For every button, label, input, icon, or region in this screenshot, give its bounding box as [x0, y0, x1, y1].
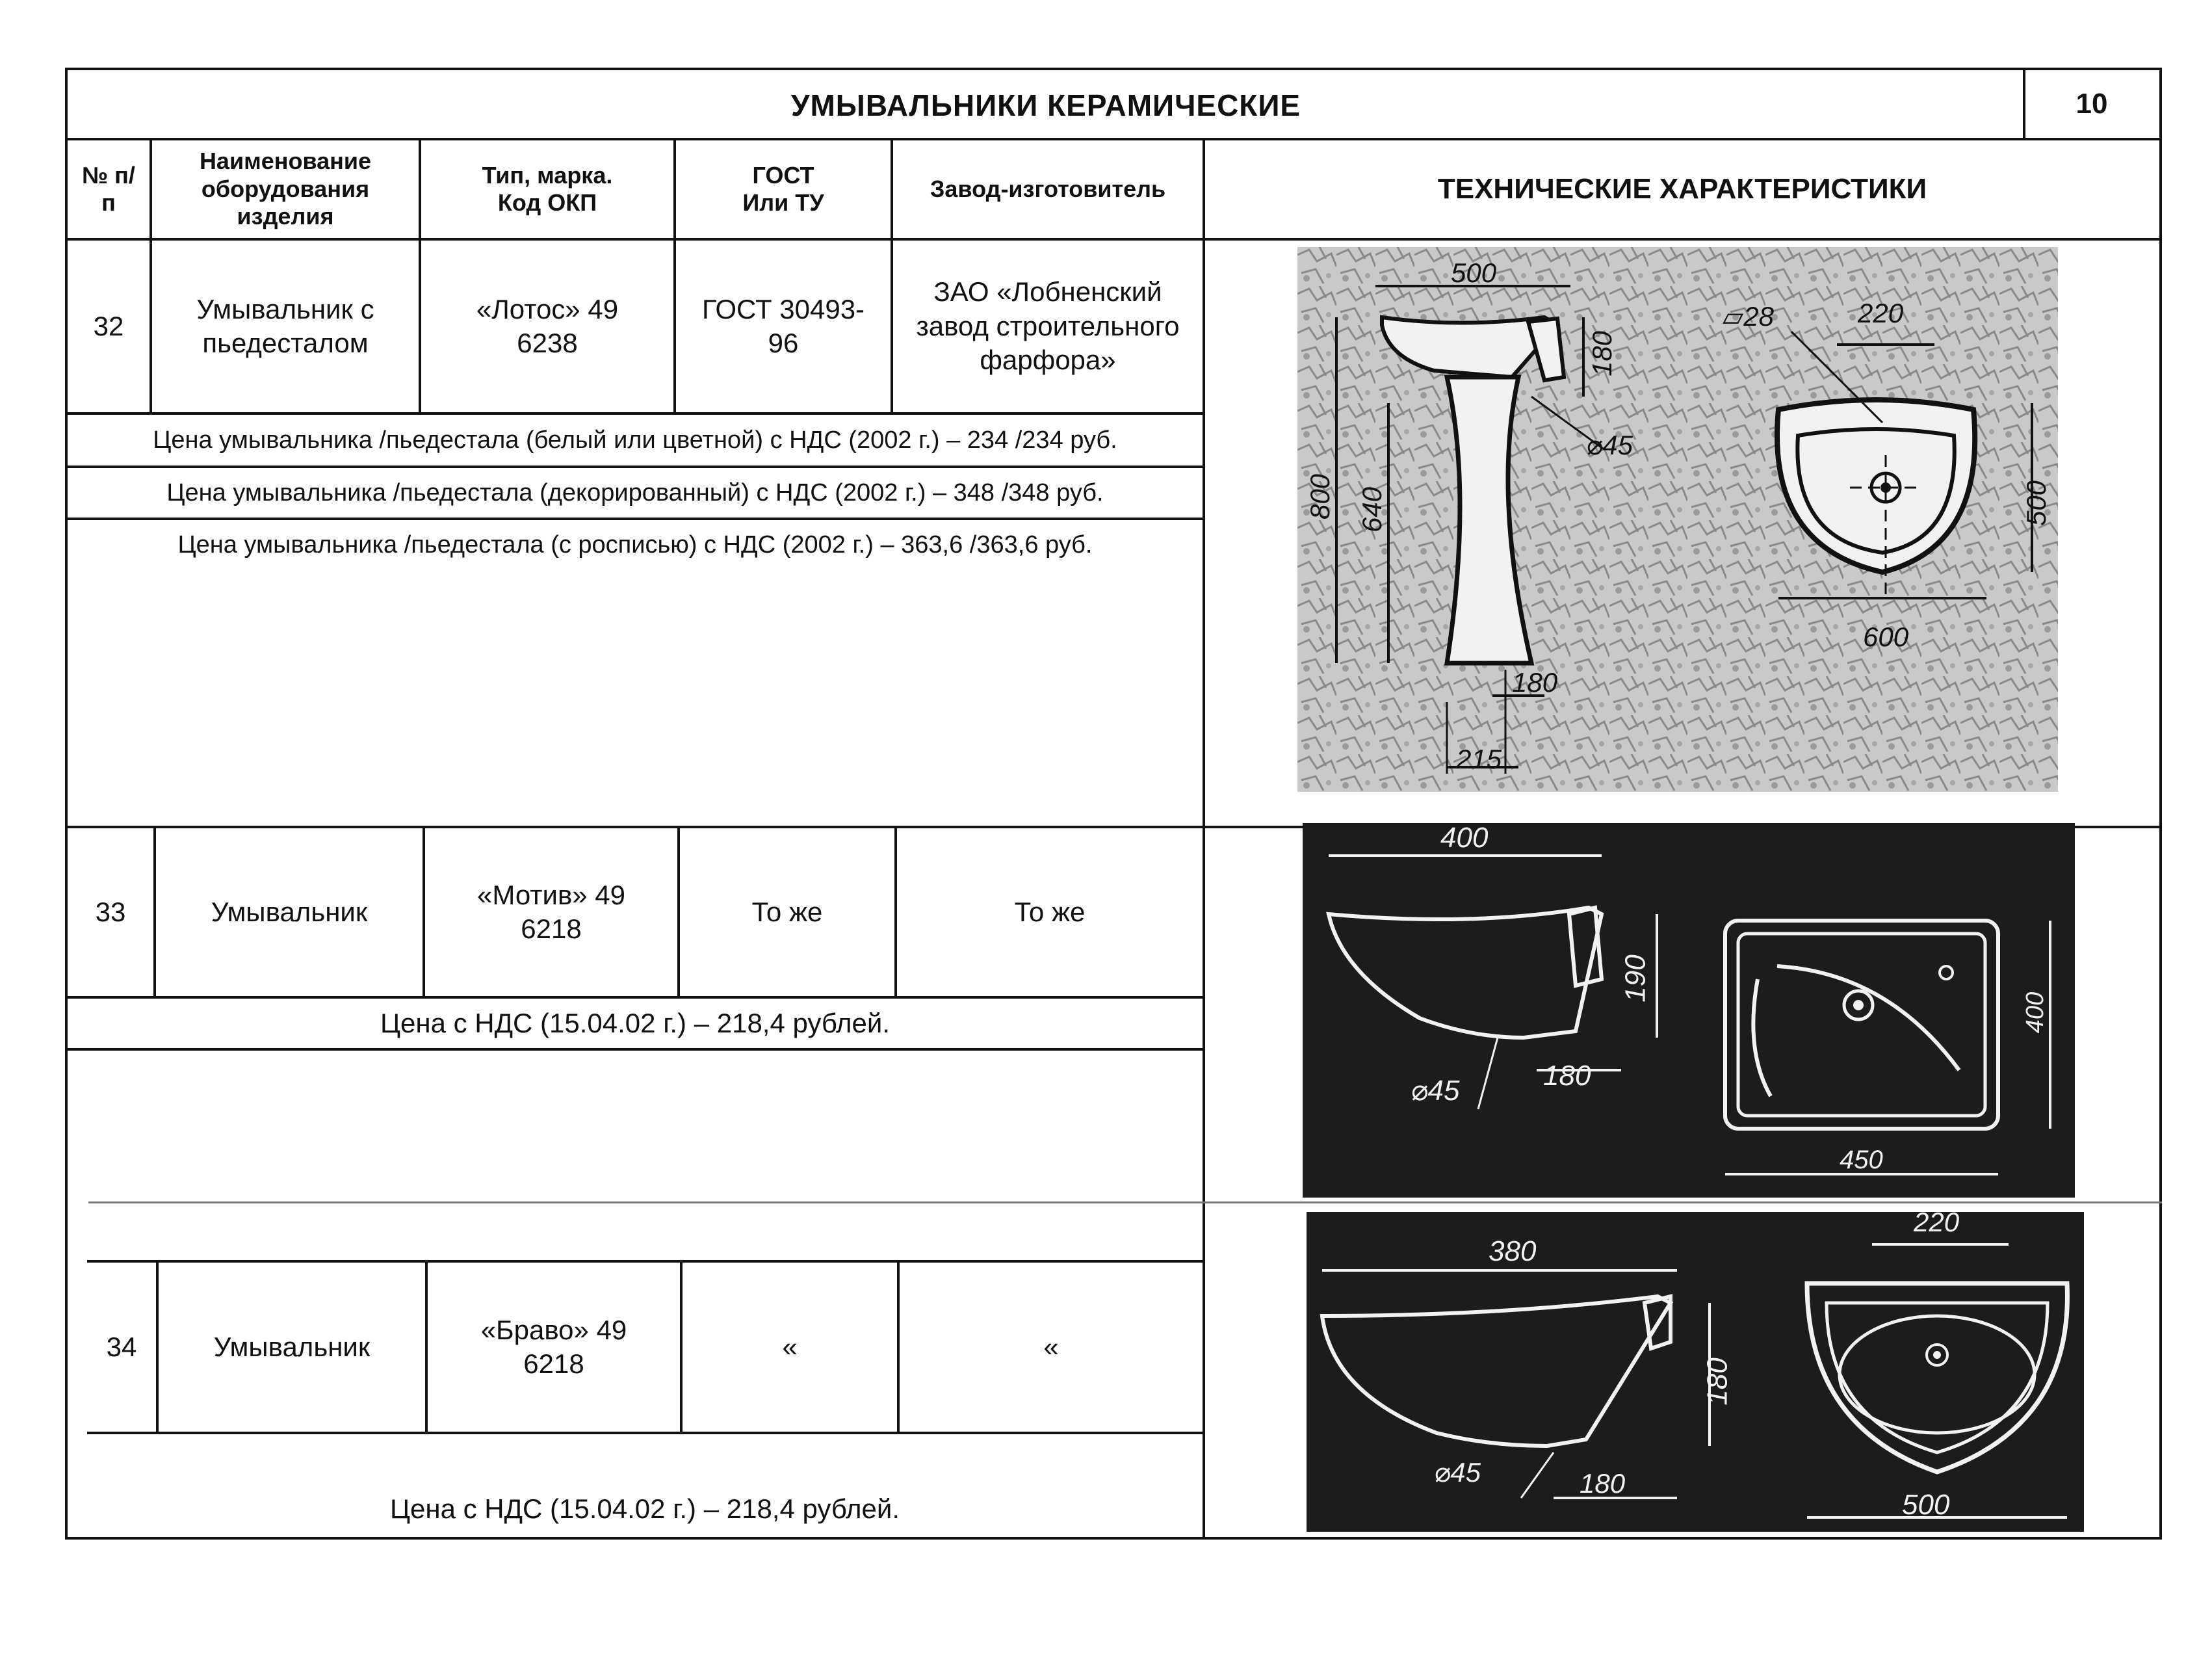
- header-specs: ТЕХНИЧЕСКИЕ ХАРАКТЕРИСТИКИ: [1437, 173, 1927, 205]
- dim-215: 215: [1456, 744, 1502, 774]
- header-num: № п/п: [82, 161, 135, 216]
- item-34-type: «Браво» 49 6218: [480, 1314, 627, 1379]
- dim-500: 500: [1902, 1489, 1950, 1521]
- dim-220: 220: [1914, 1207, 1960, 1237]
- item-32-gost: ГОСТ 30493-96: [701, 293, 865, 358]
- dim-600: 600: [1863, 622, 1909, 652]
- item-33-price: Цена с НДС (15.04.02 г.) – 218,4 рублей.: [380, 1008, 891, 1038]
- item-32-price-2: Цена умывальника /пьедестала (декорированный) с НДС (2002 г.) – 348 /348 руб.: [166, 479, 1104, 506]
- dim-d45: ⌀45: [1586, 430, 1633, 460]
- header-type: Тип, марка. Код ОКП: [482, 161, 613, 216]
- item-32-name: Умывальник с пьедесталом: [196, 293, 374, 358]
- divider: [88, 1201, 2162, 1203]
- dim-190: 190: [1619, 954, 1652, 1003]
- dim-640: 640: [1357, 486, 1388, 533]
- item-32-num: 32: [93, 310, 124, 341]
- dim-450: 450: [1840, 1146, 1883, 1174]
- dim-180: 180: [1543, 1060, 1591, 1092]
- page-title: УМЫВАЛЬНИКИ КЕРАМИЧЕСКИЕ: [790, 88, 1301, 122]
- item-32-price-1: Цена умывальника /пьедестала (белый или цветной) с НДС (2002 г.) – 234 /234 руб.: [153, 426, 1117, 454]
- page-number: 10: [2075, 87, 2108, 120]
- divider: [87, 1432, 1205, 1434]
- dim-d45: ⌀45: [1434, 1457, 1481, 1488]
- item-33-name: Умывальник: [211, 896, 368, 927]
- bravo-drawing: [1307, 1212, 2084, 1532]
- item-32-type: «Лотос» 49 6238: [476, 293, 619, 358]
- dim-180: 180: [1580, 1468, 1626, 1499]
- item-32-maker: ЗАО «Лобненский завод строительного фарфора»: [916, 276, 1180, 376]
- header-gost: ГОСТ Или ТУ: [742, 161, 824, 216]
- item-32-price-3: Цена умывальника /пьедестала (с росписью) с НДС (2002 г.) – 363,6 /363,6 руб.: [177, 531, 1093, 558]
- motiv-drawing: [1303, 823, 2075, 1198]
- item-33-maker: То же: [1014, 896, 1086, 927]
- divider: [68, 1048, 1205, 1051]
- dim-400: 400: [1440, 822, 1489, 854]
- dim-380: 380: [1489, 1235, 1537, 1267]
- item-34-num: 34: [106, 1331, 137, 1362]
- header-maker: Завод-изготовитель: [930, 175, 1166, 202]
- header-name: Наименование оборудования изделия: [199, 148, 372, 230]
- dim-500-vert: 500: [2021, 480, 2052, 527]
- dim-28: ▱28: [1723, 301, 1775, 332]
- dim-180-vert: 180: [1701, 1358, 1734, 1406]
- dim-180-vert: 180: [1587, 330, 1618, 377]
- item-34-price: Цена с НДС (15.04.02 г.) – 218,4 рублей.: [389, 1493, 900, 1524]
- dim-400-vert: 400: [2022, 991, 2049, 1034]
- dim-800: 800: [1305, 473, 1336, 520]
- item-33-gost: То же: [751, 896, 823, 927]
- item-34-name: Умывальник: [213, 1331, 371, 1362]
- item-33-type: «Мотив» 49 6218: [477, 879, 626, 944]
- dim-220: 220: [1858, 298, 1904, 328]
- dim-500: 500: [1451, 257, 1497, 288]
- divider: [1203, 138, 1205, 1540]
- item-34-maker: «: [1043, 1331, 1059, 1362]
- item-34-gost: «: [782, 1331, 798, 1362]
- dim-180: 180: [1512, 667, 1558, 698]
- lotos-drawing: [1297, 247, 2058, 792]
- item-33-num: 33: [95, 896, 126, 927]
- dim-d45: ⌀45: [1411, 1075, 1460, 1107]
